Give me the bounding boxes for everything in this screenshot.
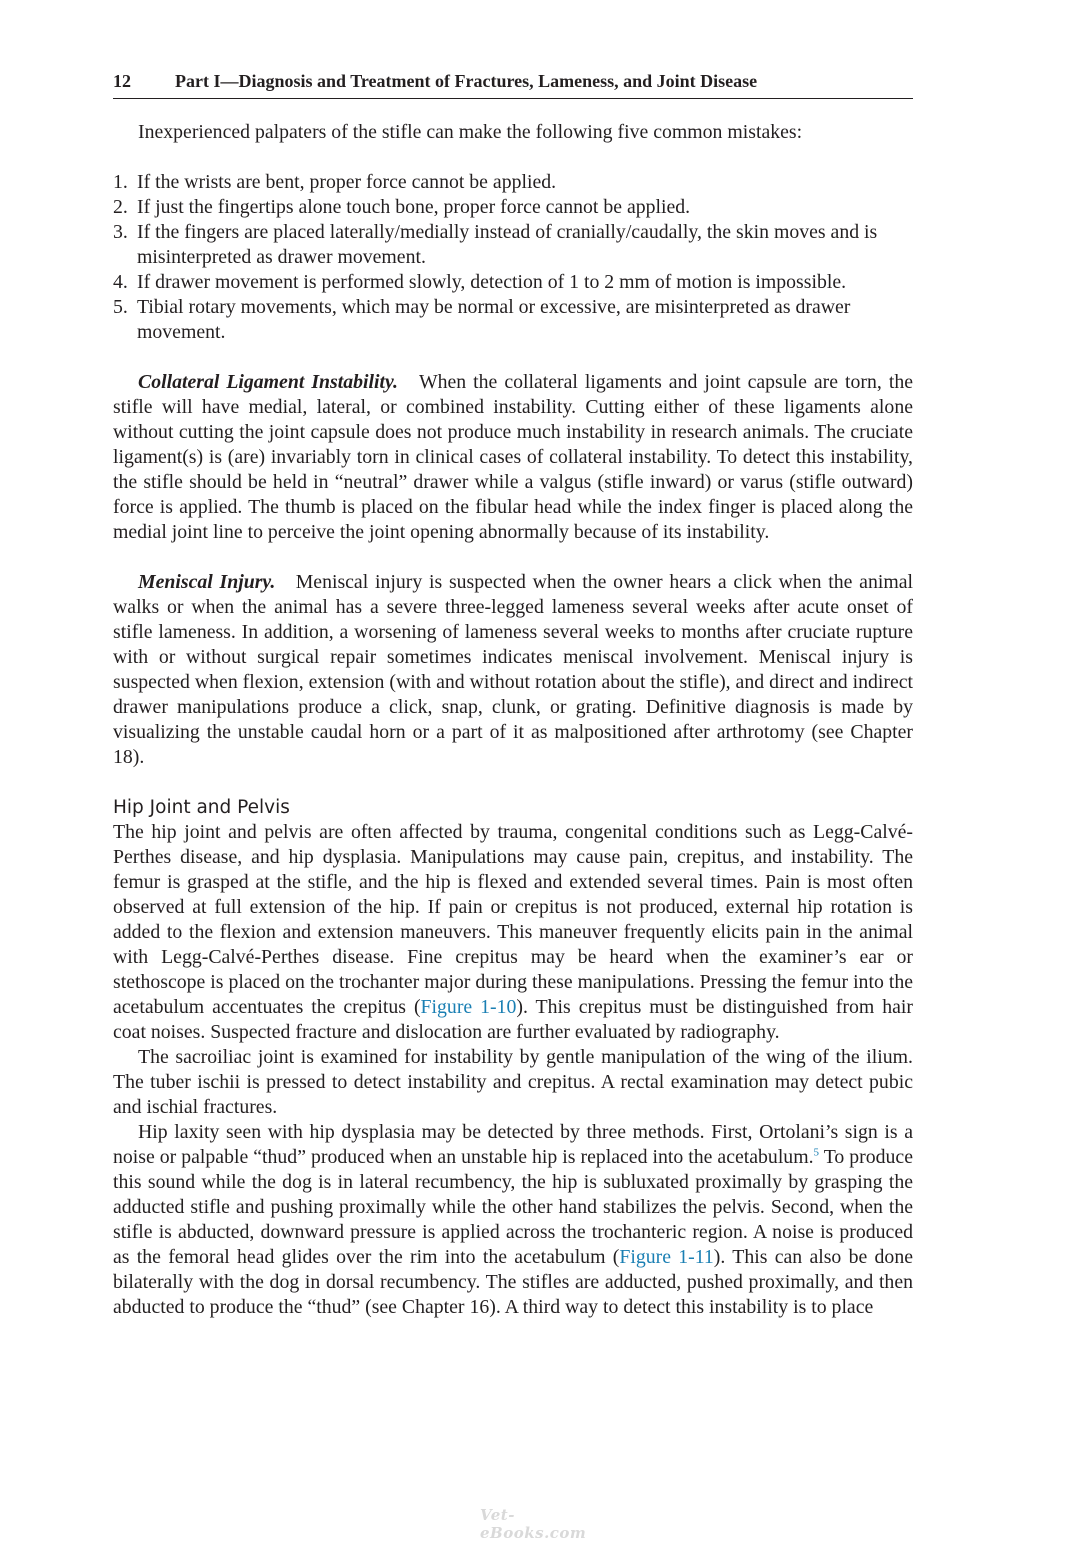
intro-paragraph: Inexperienced palpaters of the stifle can make the following five common mistakes: — [138, 121, 803, 143]
list-item: 4. If drawer movement is performed slowly, detection of 1 to 2 mm of motion is impossible. — [113, 271, 847, 293]
figure-link[interactable]: Figure 1-10 — [420, 996, 517, 1018]
list-item: 3. If the fingers are placed laterally/medially instead of cranially/caudally, the skin moves and is misinterpreted as drawer movement. — [113, 221, 878, 268]
list-item: 1. If the wrists are bent, proper force cannot be applied. — [113, 171, 557, 193]
meniscal-paragraph: Meniscal Injury. Meniscal injury is suspected when the owner hears a click when the animal walks or when the animal has a severe three-legged lameness several weeks after acute onset of stifle lameness. In addition, a worsening of lameness several weeks to months after cruciate rupture with or without surgical repair sometimes indicates meniscal involvement. Meniscal injury is suspected when flexion, extension (with and without rotation about the stifle), and direct and indirect drawer manipulations produce a click, snap, clunk, or grating. Definitive diagnosis is made by visualizing the unstable caudal horn or a part of it as malpositioned after arthrotomy (see Chapter 18). — [113, 571, 914, 768]
run-in-heading: Meniscal Injury. — [138, 571, 276, 593]
list-item: 2. If just the fingertips alone touch bone, proper force cannot be applied. — [113, 196, 691, 218]
section-heading: Hip Joint and Pelvis — [113, 797, 290, 818]
hip-paragraph-1: The hip joint and pelvis are often affected by trauma, congenital conditions such as Legg-Calvé-Perthes disease, and hip dysplasia. Manipulations may cause pain, crepitus, and instability. The femur is grasped at the stifle, and the hip is flexed and extended several times. Pain is most often observed at full extension of the hip. If pain or crepitus is not produced, external hip rotation is added to the flexion and extension maneuvers. This maneuver frequently elicits pain in the animal with Legg-Calvé-Perthes disease. Fine crepitus may be heard when the examiner’s ear or stethoscope is placed on the trochanter major during these manipulations. Pressing the femur into the acetabulum accentuates the crepitus (Figure 1-10). This crepitus must be distinguished from hair coat noises. Suspected fracture and dislocation are further evaluated by radiography. — [113, 821, 913, 1043]
body-text — [113, 120, 913, 1320]
running-header — [113, 68, 913, 99]
run-in-heading: Collateral Ligament Instability. — [138, 371, 398, 393]
figure-link[interactable]: Figure 1-11 — [619, 1246, 714, 1268]
hip-paragraph-3: Hip laxity seen with hip dysplasia may be detected by three methods. First, Ortolani’s sign is a noise or palpable “thud” produced when an unstable hip is replaced into the acetabulum.$^5$ To produce this sound while the dog is in lateral recumbency, the hip is subluxated proximally by grasping the adducted stifle and pushing proximally while the other hand stabilizes the pelvis. Second, when the stifle is abducted, downward pressure is applied across the trochanteric region. A noise is produced as the femoral head glides over the rim into the acetabulum (Figure 1-11). This can also be done bilaterally with the dog in dorsal recumbency. The stifles are adducted, pushed proximally, and then abducted to produce the “thud” (see Chapter 16). A third way to detect this instability is to place — [113, 1121, 913, 1318]
hip-paragraph-2: The sacroiliac joint is examined for instability by gentle manipulation of the wing of the ilium. The tuber ischii is pressed to detect instability and crepitus. A rectal examination may detect pubic and ischial fractures. — [113, 1046, 913, 1118]
collateral-paragraph: Collateral Ligament Instability. When the collateral ligaments and joint capsule are torn, the stifle will have medial, lateral, or combined instability. Cutting either of these ligaments alone without cutting the joint capsule does not produce much instability in research animals. The cruciate ligament(s) is (are) invariably torn in clinical cases of collateral instability. To detect this instability, the stifle should be held in “neutral” drawer while a valgus (stifle inward) or varus (stifle outward) force is applied. The thumb is placed on the fibular head while the index finger is placed along the medial joint line to perceive the joint opening abnormally because of its instability. — [113, 371, 914, 543]
reference-link[interactable]: 5 — [813, 1146, 820, 1159]
mistakes-list — [113, 170, 913, 345]
page-number: 12 — [113, 71, 131, 91]
list-item: 5. Tibial rotary movements, which may be normal or excessive, are misinterpreted as drawer movement. — [113, 296, 851, 343]
watermark-logo: Vet-eBooks.com — [480, 1506, 587, 1542]
running-title: Part I—Diagnosis and Treatment of Fractures, Lameness, and Joint Disease — [175, 71, 758, 91]
